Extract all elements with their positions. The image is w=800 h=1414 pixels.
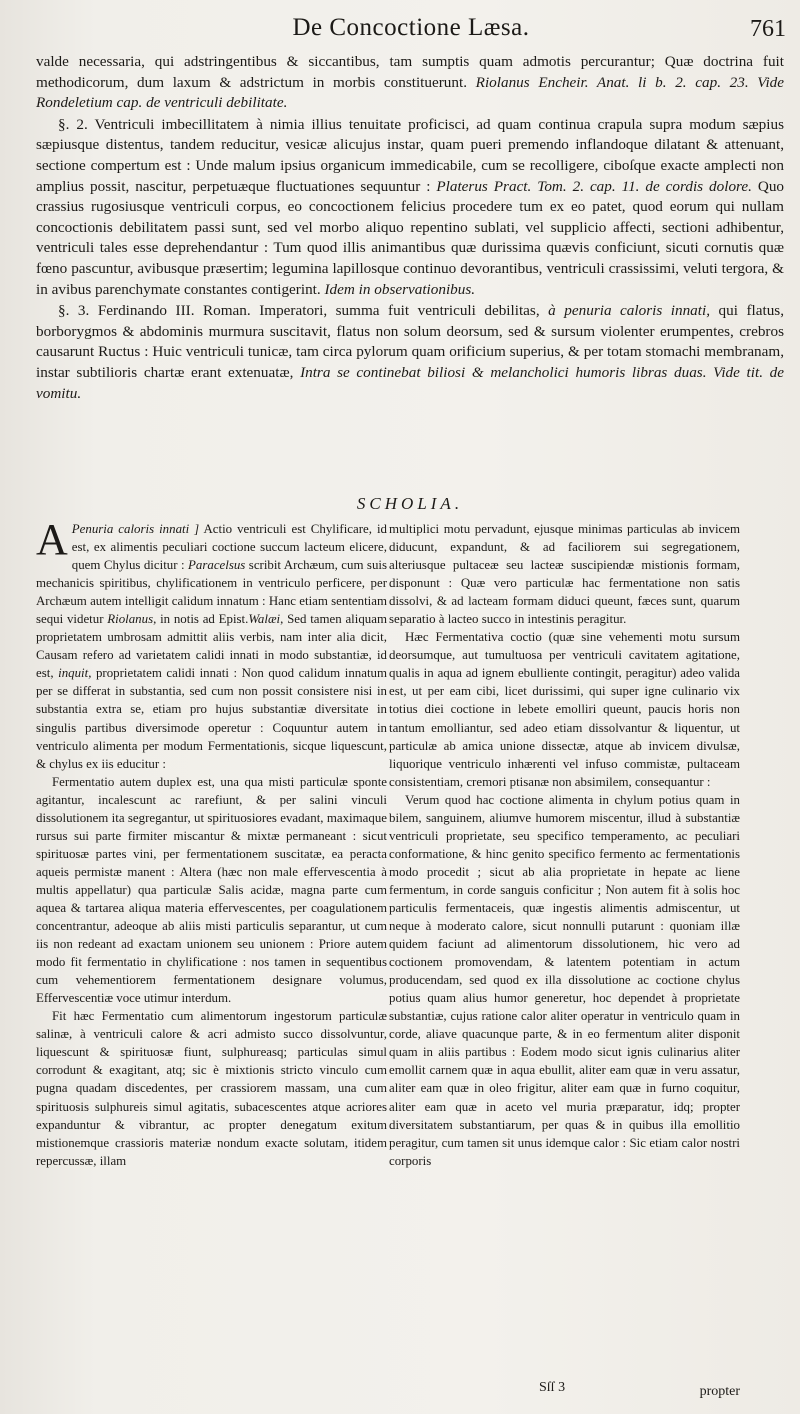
main-text	[36, 52, 784, 404]
lemma: Penuria caloris innati ]	[71, 522, 200, 536]
section-2-text-2: Quo crassius rugosiusque ventriculi corpus, eo concoctionem felicius procedere tum ex eo patet, quod eorum qui nullam concoctionis debilitatem passi sunt, sed vel morbo aliquo repentino sublati, vel supplicio affecti, sectioni adhibentur, ventriculi tales esse deprehendantur : Tum quod illis animantibus quæ durissima quævis conficiunt, sicuti cornutis quæ fœno pascuntur, avibusque præsertim; legumina lapillosque continuo devorantibus, ventriculi crassissimi, veluti tergora, & in avibus parenchymate constantes contigerint.	[36, 177, 785, 298]
left-p1-a: Actio ventriculi est Chylificare, id est, ex alimentis peculiari coctione succum lacteum elicere, quem Chylus dicitur :	[71, 522, 388, 573]
right-paragraph-1: multiplici motu pervadunt, ejusque minimas particulas ab invicem diducunt, expandunt, & ad faciliorem sui segregationem, alteriusque pultaceæ seu lacteæ suscipiendæ mistionis formam, disponunt : Quæ vero particulæ hac fermentatione non satis dissolvi, & ad lacteam formam diduci queunt, fæces sunt, quarum separatio à lacteo succo in intestinis peragitur.	[389, 522, 740, 627]
section-3-paragraph	[36, 301, 784, 404]
left-p1-g: , Sed tamen aliquam proprietatem umbrosam admittit aliis verbis, nam inter alia dicit, Causam refero ad varietatem calidi innati in modo substantiæ, id est,	[36, 612, 387, 681]
left-column	[36, 515, 388, 1170]
section-2-reference-1: Platerus Pract. Tom. 2. cap. 11. de cordis dolore.	[436, 177, 752, 195]
page-header	[30, 10, 792, 50]
section-3-text-2: qui flatus, borborygmos & abdominis murmura suscitavit, flatus non solum deorsum, sed & sursum violenter erumpentes, crebros causarunt Ructus : Huic ventriculi tunicæ, tam circa pylorum quam orificium superius, & per totam stomachi membranam, instar subtilioris chartæ erant extenuatæ,	[36, 302, 785, 381]
section-3-reference-2: Intra se continebat biliosi & melancholici humoris libras duas. Vide tit. de vomitu.	[36, 363, 784, 402]
section-3-reference-1: à penuria caloris innati,	[548, 302, 711, 320]
catchword: propter	[699, 1384, 740, 1399]
page-footer	[389, 1380, 740, 1404]
left-p1-f: Walæi	[248, 612, 281, 627]
right-paragraph-3: Verum quod hac coctione alimenta in chylum potius quam in bilem, sanguinem, aliumve humorem miscentur, illud à substantiæ ventriculi proprietate, seu specifico temperamento, ac peculiari conformatione, & hinc genito specifico fermento ac fermentationis modo procedit ; sicut ab alia proprietate in hepate ac liene fermentum, in corde sanguis conficitur ; Non autem fit à solis hoc particulis fermentaceis, quæ ingestis alimentis admiscentur, ut neque à moderato calore, sicut nonnulli putarunt : quoniam illæ quidem faciunt ad alimentorum dissolutionem, hic vero ad coctionem promovendam, & latentem potentiam in actum producendam, sed quod ex illa dissolutione ac coctione chylus potius quam alius humor generetur, hoc dependet à proprietate substantiæ, cujus ratione calor aliter operatur in ventriculo quam in corde, aliave quacunque parte, & in eo fermentum aliter disponit quam in aliis partibus : Eodem modo sicut ignis culinarius aliter emollit carnem quæ in aqua ebullit, aliter eam quæ in veru assatur, aliter eam quæ in oleo frigitur, aliter eam quæ in furno coquitur, aliter eam quæ in aceto vel muria præparatur, idq; propter diversitatem substantiarum, per quas & in quibus illa emollitio peragitur, cum tamen sit unus idemque calor : Sic etiam calor nostri corporis	[389, 792, 740, 1168]
left-p1-e: , in notis ad Epist.	[153, 612, 249, 627]
section-2-text-1: §. 2. Ventriculi imbecillitatem à nimia illius tenuitate proficisci, ad quam continua crapula supra modum sæpius sæpiusque distentus, tandem reducitur, vesicæ alicujus instar, quam pueri premendo inflandoque dilatant & attenuant, sectione compertum est : Unde malum ipsius organicum immedicabile, cum se recolligere, ciboſque exacte amplecti non amplius possit, nascitur, perpetuæque fluctuationes sequuntur :	[36, 115, 784, 195]
intro-reference: Riolanus Encheir. Anat. li b. 2. cap. 23. Vide Rondeletium cap. de ventriculi debilitate.	[36, 73, 785, 112]
section-2-paragraph	[36, 115, 784, 300]
intro-paragraph	[36, 52, 784, 114]
running-title: De Concoctione Læsa.	[292, 14, 530, 41]
left-p1-h: inquit,	[58, 666, 92, 681]
left-paragraph-3: Fit hæc Fermentatio cum alimentorum ingestorum particulæ salinæ, à ventriculi calore & acri admisto succo dissolvuntur, liquescunt & spirituosæ fiunt, sulphureasq; particulas simul corrodunt & exagitant, atq; sic è mixtionis stricto vinculo cum pugna quadam discedentes, per crassiorem massam, una cum spirituosis sulphureis simul agitatis, subacescentes atque acriores expanduntur & vibrantur, ac propter denegatum exitum mistionemque crassioris materiæ nondum exacte solutam, itidem repercussæ, illam	[36, 1009, 387, 1168]
left-paragraph-1	[36, 515, 388, 773]
section-3-text-1: §. 3. Ferdinando III. Roman. Imperatori, summa fuit ventriculi debilitas,	[58, 302, 540, 320]
scholia-heading: SCHOLIA.	[356, 494, 464, 513]
left-p1-d: Riolanus	[107, 612, 154, 627]
left-p1-i: proprietatem calidi innati : Non quod calidum innatum per se differat in substantia, sed cum non possit consistere nisi in substantia extra se, etiam pro hujus substantiæ diversitate in singulis partibus diversimode operetur : Coquuntur autem in ventriculo alimenta per modum Fermentationis, sicque liquescunt, & chylus ex iis educitur :	[36, 666, 387, 771]
intro-text: valde necessaria, qui adstringentibus & siccantibus, tam sumptis quam admotis percurantur; Quæ doctrina fuit methodicorum, dum laxum & adstrictum in morbis constituerunt.	[36, 53, 784, 91]
section-2-reference-2: Idem in observationibus.	[324, 280, 476, 298]
signature-mark: Sſſ 3	[539, 1380, 566, 1395]
left-p1-b: Paracelsus	[188, 558, 246, 573]
drop-capital: A	[36, 515, 68, 564]
left-paragraph-2: Fermentatio autem duplex est, una qua misti particulæ sponte agitantur, incalescunt ac rarefiunt, & per salini vinculi dissolutionem ita segregantur, ut spirituosiores evadant, maximaque rursus sui parte firmiter miscantur & mixtæ permaneant : sicut spirituosæ partes vini, per fermentationem suscitatæ, ea peracta aqueis permistæ manent : Altera (hæc non male effervescentia à multis appellatur) qua particulæ Salis acidæ, magna parte cum aquea & tartarea aliqua materia effervescentes, per coagulationem concentrantur, adeoque ab aliis misti particulis separantur, ut cum iis non redeant ad exactam unionem seu unionem : Priore autem modo fit fermentatio in chylificatione : nos tamen in sequentibus cum vehementiorem fermentationem designare volumus, Effervescentiæ voce utimur interdum.	[36, 774, 387, 1006]
right-paragraph-2: Hæc Fermentativa coctio (quæ sine vehementi motu sursum deorsumque, aut tumultuosa per ventriculi cavitatem agitatione, qualis in aqua ad ignem ebulliente contingit, peragitur) adeo valida est, ut per eam cibi, licet durissimi, qui super igne culinario vix totius diei coctione in lebete emolliri queunt, paucis horis non tantum emolliantur, sed adeo etiam dissolvantur & liquentur, ut particulæ ab amica unione dissectæ, atque ab invicem divulsæ, liquorique ventriculo inhærenti vel infuso commistæ, pultaceam consistentiam, cremori ptisanæ non absimilem, consequantur :	[389, 630, 740, 789]
right-column	[389, 520, 740, 1170]
page-number: 761	[750, 16, 786, 42]
left-p1-c: scribit Archæum, cum suis mechanicis spiritibus, chylificationem in ventriculo perficere, per Archæum autem intelligit calidum innatum : Hanc etiam sententiam sequi videtur	[36, 558, 387, 627]
